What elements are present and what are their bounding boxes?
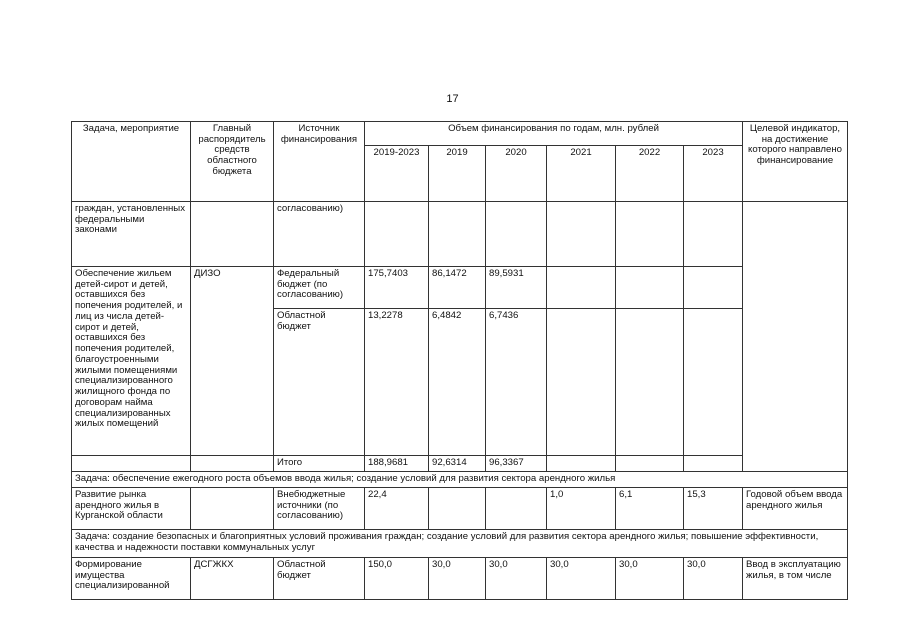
property-source: Областной бюджет: [274, 558, 365, 600]
rental-value: 22,4: [365, 488, 429, 530]
fed-value: 175,7403: [365, 267, 429, 309]
orphans-task: Обеспечение жильем детей-сирот и детей, оставшихся без попечения родителей, и лиц из числа детей-сирот и детей, оставшихся без попечения родителей, благоустроенными жилыми помещениями специализированного жилищного фонда по договорам найма специализированных жилых помещений: [72, 267, 191, 456]
task-row-1: [72, 472, 848, 488]
total-value: 188,9681: [365, 456, 429, 472]
total-value: [684, 456, 743, 472]
property-indicator: Ввод в эксплуатацию жилья, в том числе: [743, 558, 848, 600]
rental-value: 1,0: [547, 488, 616, 530]
header-task: Задача, мероприятие: [72, 122, 191, 202]
property-value: 30,0: [616, 558, 684, 600]
cont-indicator: [743, 202, 848, 472]
property-value: 150,0: [365, 558, 429, 600]
year-2022: 2022: [616, 146, 684, 202]
header-distributor: Главный распорядитель средств областного бюджета: [191, 122, 274, 202]
cont-task: граждан, установленных федеральными законами: [72, 202, 191, 267]
table-row-federal: [72, 267, 848, 309]
obl-value: [616, 309, 684, 456]
cont-source: согласованию): [274, 202, 365, 267]
rental-task: Развитие рынка арендного жилья в Курганской области: [72, 488, 191, 530]
header-row: [72, 122, 848, 146]
table-row-total: [72, 456, 848, 472]
rental-distributor: [191, 488, 274, 530]
fed-source: Федеральный бюджет (по согласованию): [274, 267, 365, 309]
total-value: 96,3367: [486, 456, 547, 472]
obl-value: [547, 309, 616, 456]
rental-value: [486, 488, 547, 530]
task-statement-1: Задача: обеспечение ежегодного роста объемов ввода жилья; создание условий для развития сектора арендного жилья: [72, 472, 848, 488]
fed-value: 86,1472: [429, 267, 486, 309]
obl-value: 6,7436: [486, 309, 547, 456]
property-task: Формирование имущества специализированной: [72, 558, 191, 600]
year-2023: 2023: [684, 146, 743, 202]
fed-value: [616, 267, 684, 309]
cont-distributor: [191, 202, 274, 267]
year-2019: 2019: [429, 146, 486, 202]
obl-source: Областной бюджет: [274, 309, 365, 456]
obl-value: [684, 309, 743, 456]
total-value: [547, 456, 616, 472]
table-row-property: [72, 558, 848, 600]
property-value: 30,0: [684, 558, 743, 600]
continuation-row: [72, 202, 848, 267]
header-volume: Объем финансирования по годам, млн. рублей: [365, 122, 743, 146]
rental-indicator: Годовой объем ввода арендного жилья: [743, 488, 848, 530]
total-value: [616, 456, 684, 472]
financing-table: [71, 121, 848, 600]
rental-value: [429, 488, 486, 530]
total-source: Итого: [274, 456, 365, 472]
rental-value: 6,1: [616, 488, 684, 530]
fed-value: 89,5931: [486, 267, 547, 309]
task-row-2: [72, 530, 848, 558]
orphans-distributor: ДИЗО: [191, 267, 274, 456]
obl-value: 6,4842: [429, 309, 486, 456]
rental-value: 15,3: [684, 488, 743, 530]
obl-value: 13,2278: [365, 309, 429, 456]
year-2021: 2021: [547, 146, 616, 202]
property-distributor: ДСГЖКХ: [191, 558, 274, 600]
year-2019-2023: 2019-2023: [365, 146, 429, 202]
year-2020: 2020: [486, 146, 547, 202]
task-statement-2: Задача: создание безопасных и благоприятных условий проживания граждан; создание условий для развития сектора арендного жилья; повышение эффективности, качества и надежности поставки коммунальных услуг: [72, 530, 848, 558]
fed-value: [684, 267, 743, 309]
property-value: 30,0: [486, 558, 547, 600]
total-value: 92,6314: [429, 456, 486, 472]
header-source: Источник финансирования: [274, 122, 365, 202]
property-value: 30,0: [547, 558, 616, 600]
table-row-rental: [72, 488, 848, 530]
page-number: 17: [446, 93, 459, 105]
rental-source: Внебюджетные источники (по согласованию): [274, 488, 365, 530]
property-value: 30,0: [429, 558, 486, 600]
header-indicator: Целевой индикатор, на достижение которого направлено финансирование: [743, 122, 848, 202]
fed-value: [547, 267, 616, 309]
